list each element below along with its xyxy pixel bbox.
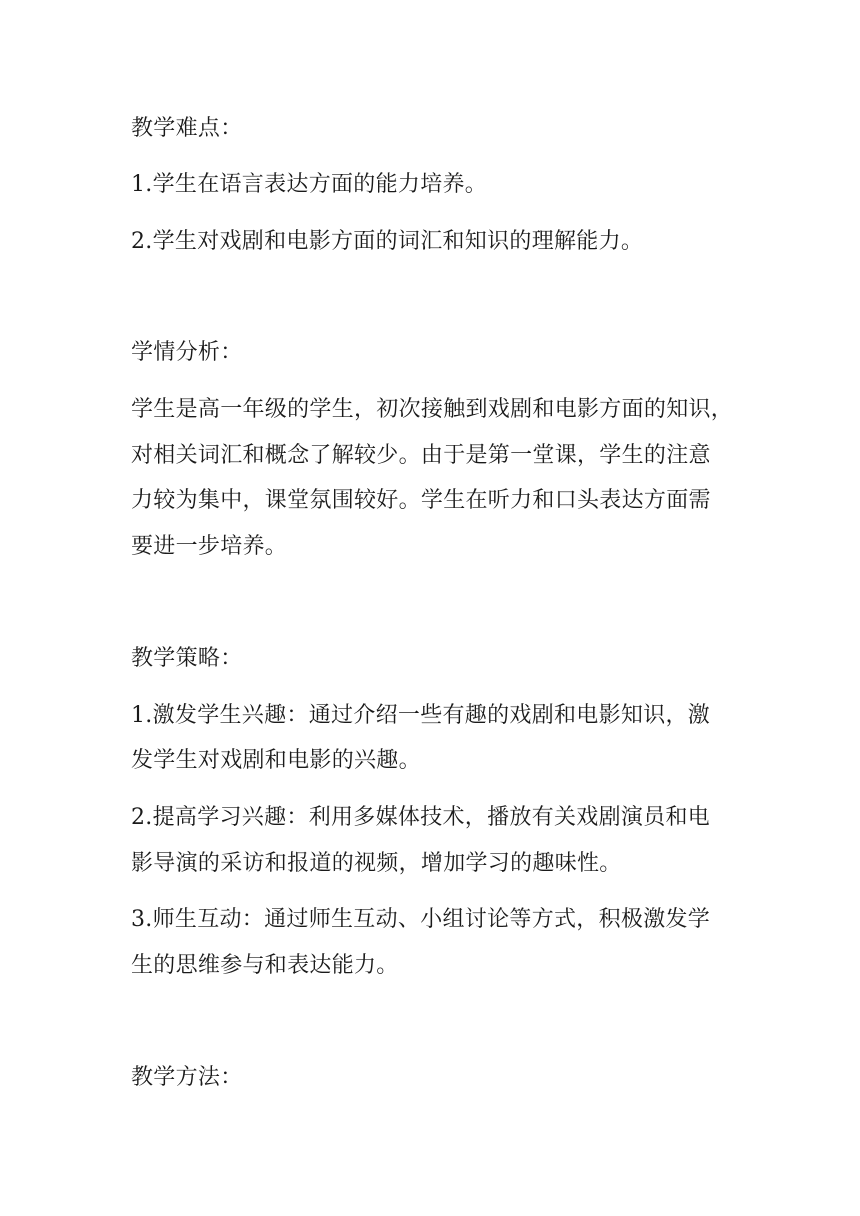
difficulty-heading: 教学难点：	[131, 116, 243, 141]
strategy-item-3-line: 3.师生互动：通过师生互动、小组讨论等方式，积极激发学	[131, 907, 711, 932]
strategy-item-2-line: 影导演的采访和报道的视频，增加学习的趣味性。	[131, 851, 622, 876]
difficulty-item-2: 2.学生对戏剧和电影方面的词汇和知识的理解能力。	[131, 229, 644, 254]
analysis-line: 要进一步培养。	[131, 534, 288, 559]
methods-heading: 教学方法：	[131, 1065, 243, 1090]
difficulty-item-1: 1.学生在语言表达方面的能力培养。	[131, 172, 488, 197]
analysis-line: 对相关词汇和概念了解较少。由于是第一堂课，学生的注意	[131, 443, 711, 468]
strategy-heading: 教学策略：	[131, 646, 243, 671]
strategy-item-1-line: 发学生对戏剧和电影的兴趣。	[131, 748, 421, 773]
analysis-line: 学生是高一年级的学生，初次接触到戏剧和电影方面的知识，	[131, 397, 734, 422]
strategy-item-1-line: 1.激发学生兴趣：通过介绍一些有趣的戏剧和电影知识，激	[131, 703, 711, 728]
strategy-item-3-line: 生的思维参与和表达能力。	[131, 953, 399, 978]
strategy-item-2-line: 2.提高学习兴趣：利用多媒体技术，播放有关戏剧演员和电	[131, 805, 711, 830]
analysis-heading: 学情分析：	[131, 340, 243, 365]
analysis-line: 力较为集中，课堂氛围较好。学生在听力和口头表达方面需	[131, 488, 711, 513]
